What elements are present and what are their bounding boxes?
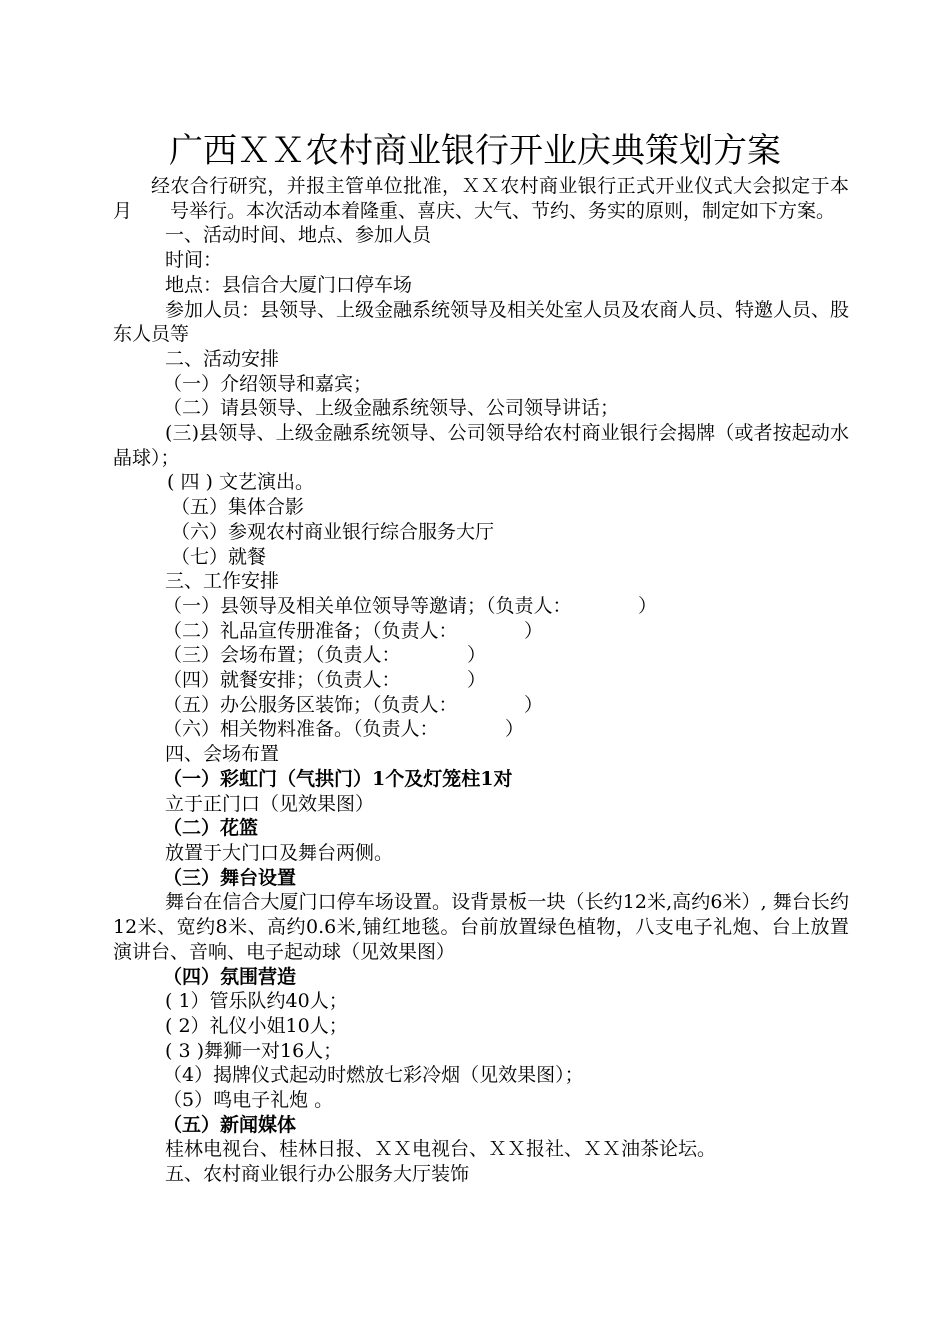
work-item: （三）会场布置；（负责人： ） <box>163 644 487 667</box>
venue-text: 放置于大门口及舞台两侧。 <box>165 841 394 864</box>
work-item: （一）县领导及相关单位领导等邀请；（负责人： ） <box>163 594 658 617</box>
event-time: 时间： <box>165 249 223 272</box>
agenda-item: （一）介绍领导和嘉宾； <box>163 372 373 395</box>
section-2-heading: 二、活动安排 <box>165 347 280 370</box>
work-item: （六）相关物料准备。（负责人： ） <box>163 718 525 741</box>
event-place: 地点：县信合大厦门口停车场 <box>165 273 413 296</box>
atmosphere-item: ( 2）礼仪小姐10人； <box>165 1014 348 1037</box>
agenda-item: （七）就餐 <box>171 545 267 568</box>
section-1-heading: 一、活动时间、地点、参加人员 <box>165 224 432 247</box>
venue-text: 立于正门口（见效果图） <box>165 792 375 815</box>
stage-description: 舞台在信合大厦门口停车场设置。设背景板一块（长约12米,高约6米）, 舞台长约12米、宽约8米、高约0.6米,铺红地毯。台前放置绿色植物，八支电子礼炮、台上放置演讲台、音响、电子起动球（见效果图） <box>113 891 849 963</box>
atmosphere-item: （5）鸣电子礼炮 。 <box>163 1089 334 1112</box>
venue-subheading: （二）花篮 <box>163 817 259 840</box>
atmosphere-item: （4）揭牌仪式起动时燃放七彩冷烟（见效果图）； <box>163 1064 584 1087</box>
agenda-item: （二）请县领导、上级金融系统领导、公司领导讲话； <box>163 397 620 420</box>
event-participants: 参加人员：县领导、上级金融系统领导及相关处室人员及农商人员、特邀人员、股东人员等 <box>113 298 850 346</box>
agenda-item: （六）参观农村商业银行综合服务大厅 <box>171 520 495 543</box>
atmosphere-item: ( 3 )舞狮一对16人； <box>165 1039 343 1062</box>
agenda-item: （五）集体合影 <box>171 496 305 519</box>
work-item: （二）礼品宣传册准备；（负责人： ） <box>163 619 544 642</box>
document-body <box>113 174 849 1187</box>
document-title: 广西ＸＸ农村商业银行开业庆典策划方案 <box>169 131 781 171</box>
venue-subheading: （四）氛围营造 <box>163 965 297 988</box>
venue-subheading: （五）新闻媒体 <box>163 1113 297 1136</box>
work-item: （五）办公服务区装饰；（负责人： ） <box>163 693 544 716</box>
venue-subheading: （一）彩虹门（气拱门）1个及灯笼柱1对 <box>163 767 513 790</box>
venue-subheading: （三）舞台设置 <box>163 866 297 889</box>
agenda-item: ( 四 ) 文艺演出。 <box>167 471 314 494</box>
atmosphere-item: ( 1）管乐队约40人； <box>165 990 348 1013</box>
intro-paragraph: 经农合行研究，并报主管单位批准，ＸＸ农村商业银行正式开业仪式大会拟定于本月 号举行。本次活动本着隆重、喜庆、大气、节约、务实的原则，制定如下方案。 <box>113 175 849 222</box>
section-5-heading: 五、农村商业银行办公服务大厅装饰 <box>165 1163 470 1186</box>
work-item: （四）就餐安排；（负责人： ） <box>163 669 487 692</box>
section-4-heading: 四、会场布置 <box>165 743 280 766</box>
section-3-heading: 三、工作安排 <box>165 570 280 593</box>
agenda-item: (三)县领导、上级金融系统领导、公司领导给农村商业银行会揭牌（或者按起动水晶球）； <box>113 422 849 469</box>
media-list: 桂林电视台、桂林日报、ＸＸ电视台、ＸＸ报社、ＸＸ油茶论坛。 <box>165 1138 717 1161</box>
